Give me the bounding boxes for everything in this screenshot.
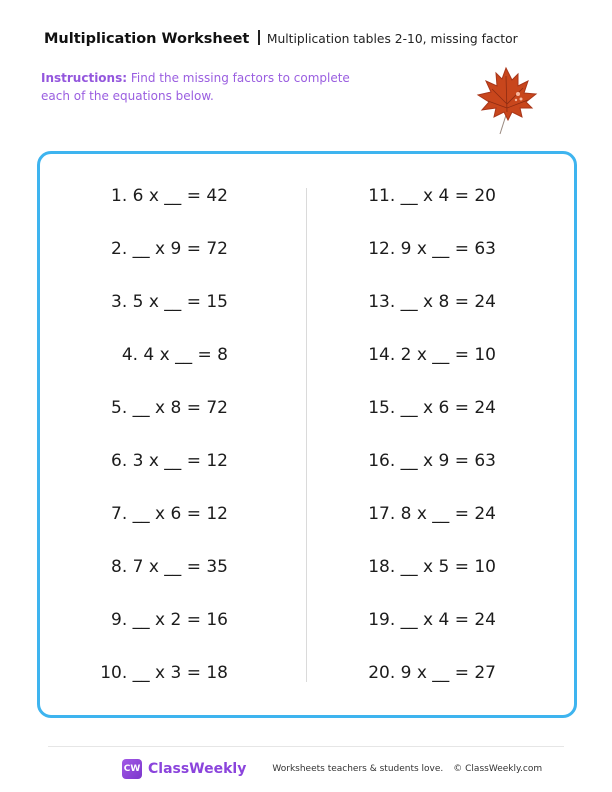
footer-divider [48, 746, 564, 747]
equation: 2. __ x 9 = 72 [111, 239, 228, 259]
worksheet-title: Multiplication Worksheet [44, 31, 250, 47]
equation: 14. 2 x __ = 10 [368, 345, 496, 365]
maple-leaf-icon [466, 64, 546, 140]
instructions-label: Instructions: [41, 71, 128, 85]
equation: 11. __ x 4 = 20 [368, 186, 496, 206]
equation: 5. __ x 8 = 72 [111, 398, 228, 418]
equation: 19. __ x 4 = 24 [368, 610, 496, 630]
equation: 9. __ x 2 = 16 [111, 610, 228, 630]
equation: 16. __ x 9 = 63 [368, 451, 496, 471]
column-divider [306, 188, 307, 682]
instructions-text: Find the missing factors to complete each of the equations below. [41, 71, 350, 103]
instructions [41, 69, 381, 105]
footer-copyright: © ClassWeekly.com [453, 764, 543, 774]
brand-name: ClassWeekly [148, 761, 247, 777]
equation: 7. __ x 6 = 12 [111, 504, 228, 524]
equation: 10. __ x 3 = 18 [100, 663, 228, 683]
equation: 17. 8 x __ = 24 [368, 504, 496, 524]
equation: 18. __ x 5 = 10 [368, 557, 496, 577]
worksheet-header [44, 28, 518, 47]
equation: 20. 9 x __ = 27 [368, 663, 496, 683]
equation: 8. 7 x __ = 35 [111, 557, 228, 577]
title-separator [258, 30, 260, 45]
equation: 3. 5 x __ = 15 [111, 292, 228, 312]
problems-column-left [100, 182, 228, 712]
footer-tagline: Worksheets teachers & students love. [272, 764, 444, 774]
footer [122, 759, 542, 779]
equation: 6. 3 x __ = 12 [111, 451, 228, 471]
equation: 1. 6 x __ = 42 [111, 186, 228, 206]
equation: 4. 4 x __ = 8 [121, 345, 228, 365]
classweekly-logo-icon: CW [122, 759, 142, 779]
equation: 12. 9 x __ = 63 [368, 239, 496, 259]
equation: 13. __ x 8 = 24 [368, 292, 496, 312]
equation: 15. __ x 6 = 24 [368, 398, 496, 418]
worksheet-subtitle: Multiplication tables 2-10, missing factor [266, 32, 518, 46]
problems-column-right [368, 182, 496, 712]
